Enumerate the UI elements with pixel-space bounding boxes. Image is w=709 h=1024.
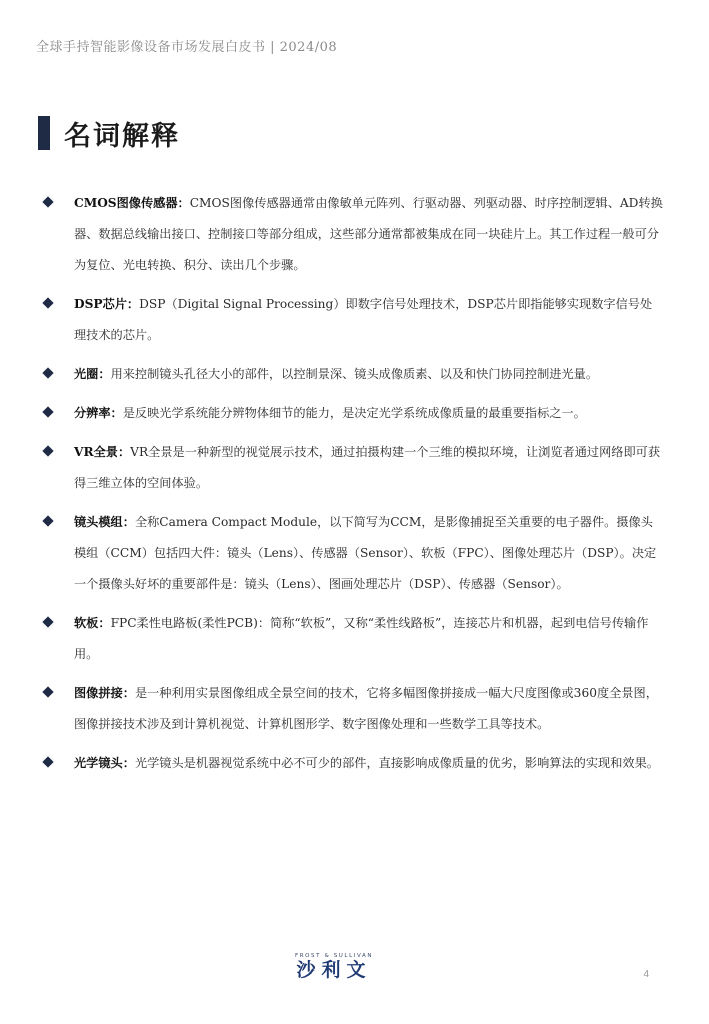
term-name: 分辨率：: [74, 406, 123, 420]
glossary-item-image-stitching: [44, 678, 664, 740]
glossary-item-dsp: [44, 289, 664, 351]
diamond-bullet-icon: [42, 196, 53, 207]
term-description: VR全景是一种新型的视觉展示技术，通过拍摄构建一个三维的模拟环境，让浏览者通过网络即可获得三维立体的空间体验。: [74, 445, 661, 490]
glossary-item-vr-panorama: [44, 437, 664, 499]
diamond-bullet-icon: [42, 515, 53, 526]
logo-chinese-text: 沙利文: [296, 959, 372, 981]
term-description: DSP（Digital Signal Processing）即数字信号处理技术，DSP芯片即指能够实现数字信号处理技术的芯片。: [74, 297, 653, 342]
term-name: CMOS图像传感器：: [74, 196, 190, 210]
term-description: 是反映光学系统能分辨物体细节的能力，是决定光学系统成像质量的最重要指标之一。: [122, 406, 586, 420]
page-title: 名词解释: [64, 120, 180, 152]
diamond-bullet-icon: [42, 406, 53, 417]
term-name: DSP芯片：: [74, 297, 140, 311]
glossary-item-resolution: [44, 398, 664, 429]
page-number: 4: [643, 969, 649, 980]
title-accent-bar: [38, 116, 50, 150]
term-description: 全称Camera Compact Module，以下简写为CCM，是影像捕捉至关重要的电子器件。摄像头模组（CCM）包括四大件：镜头（Lens）、传感器（Sensor）、软板（FPC）、图像处理芯片（DSP）。决定一个摄像头好坏的重要部件是：镜头（Lens）、图画处理芯片（DSP）、传感器（Sensor）。: [74, 515, 657, 591]
term-name: 光圈：: [74, 367, 111, 381]
glossary-item-camera-module: [44, 507, 664, 600]
term-name: 软板：: [74, 616, 111, 630]
glossary-item-aperture: [44, 359, 664, 390]
logo-english-text: FROST & SULLIVAN: [294, 953, 374, 959]
term-description: 用来控制镜头孔径大小的部件，以控制景深、镜头成像质素、以及和快门协同控制进光量。: [110, 367, 599, 381]
diamond-bullet-icon: [42, 445, 53, 456]
glossary-list: [44, 188, 664, 787]
glossary-item-cmos: [44, 188, 664, 281]
diamond-bullet-icon: [42, 686, 53, 697]
diamond-bullet-icon: [42, 367, 53, 378]
term-description: FPC柔性电路板(柔性PCB)：简称“软板”，又称“柔性线路板”，连接芯片和机器，起到电信号传输作用。: [74, 616, 649, 661]
term-name: 光学镜头：: [74, 756, 135, 770]
diamond-bullet-icon: [42, 756, 53, 767]
document-header: 全球手持智能影像设备市场发展白皮书 | 2024/08: [36, 40, 338, 55]
glossary-item-optical-lens: [44, 748, 664, 779]
diamond-bullet-icon: [42, 297, 53, 308]
diamond-bullet-icon: [42, 616, 53, 627]
term-description: 光学镜头是机器视觉系统中必不可少的部件，直接影响成像质量的优劣，影响算法的实现和效果。: [134, 756, 659, 770]
term-description: CMOS图像传感器通常由像敏单元阵列、行驱动器、列驱动器、时序控制逻辑、AD转换器、数据总线输出接口、控制接口等部分组成，这些部分通常都被集成在同一块硅片上。其工作过程一般可分为复位、光电转换、积分、读出几个步骤。: [74, 196, 663, 272]
frost-sullivan-logo: [270, 953, 398, 981]
term-name: 镜头模组：: [74, 515, 135, 529]
section-heading: [38, 116, 180, 150]
glossary-item-flex-board: [44, 608, 664, 670]
term-name: 图像拼接：: [74, 686, 135, 700]
term-description: 是一种利用实景图像组成全景空间的技术，它将多幅图像拼接成一幅大尺度图像或360度全景图，图像拼接技术涉及到计算机视觉、计算机图形学、数字图像处理和一些数学工具等技术。: [74, 686, 658, 731]
term-name: VR全景：: [74, 445, 131, 459]
